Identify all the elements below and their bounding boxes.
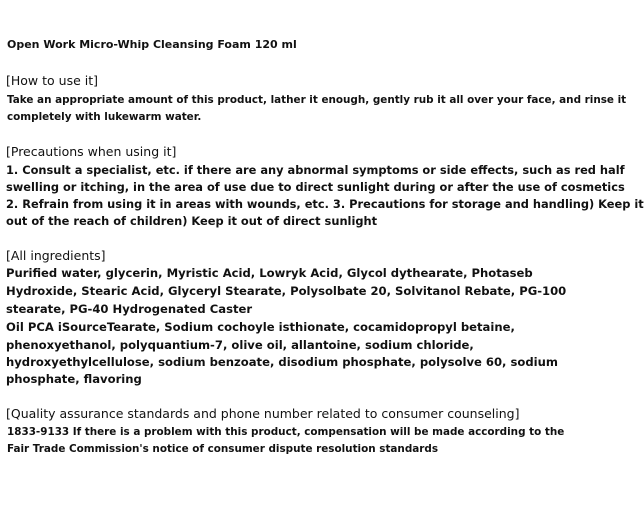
ingredients-line-3: stearate, PG-40 Hydrogenated Caster xyxy=(6,302,253,316)
how-to-use-heading: [How to use it] xyxy=(6,73,98,88)
quality-line-2: Fair Trade Commission's notice of consumer dispute resolution standards xyxy=(7,443,439,455)
precautions-line-3: 2. Refrain from using it in areas with wounds, etc. 3. Precautions for storage and handling) Keep it xyxy=(6,197,644,211)
ingredients-line-5: phenoxyethanol, polyquantium-7, olive oil, allantoine, sodium chloride, xyxy=(6,338,474,352)
quality-line-1: 1833-9133 If there is a problem with this product, compensation will be made according to the xyxy=(7,426,565,438)
how-to-use-line-2: completely with lukewarm water. xyxy=(7,111,202,123)
ingredients-line-7: phosphate, flavoring xyxy=(6,372,142,386)
ingredients-line-1: Purified water, glycerin, Myristic Acid, Lowryk Acid, Glycol dythearate, Photaseb xyxy=(6,266,533,280)
ingredients-line-6: hydroxyethylcellulose, sodium benzoate, disodium phosphate, polysolve 60, sodium xyxy=(6,355,558,369)
ingredients-line-2: Hydroxide, Stearic Acid, Glyceryl Stearate, Polysolbate 20, Solvitanol Rebate, PG-100 xyxy=(6,284,567,298)
precautions-line-1: 1. Consult a specialist, etc. if there are any abnormal symptoms or side effects, such as red half xyxy=(6,163,625,177)
how-to-use-line-1: Take an appropriate amount of this product, lather it enough, gently rub it all over your face, and rinse it xyxy=(7,94,627,106)
ingredients-line-4: Oil PCA iSourceTearate, Sodium cochoyle isthionate, cocamidopropyl betaine, xyxy=(6,320,515,334)
precautions-heading: [Precautions when using it] xyxy=(6,144,177,159)
product-title: Open Work Micro-Whip Cleansing Foam 120 ml xyxy=(7,38,297,51)
precautions-line-4: out of the reach of children) Keep it out of direct sunlight xyxy=(6,214,378,228)
precautions-line-2: swelling or itching, in the area of use due to direct sunlight during or after the use of cosmetics xyxy=(6,180,625,194)
quality-heading: [Quality assurance standards and phone number related to consumer counseling] xyxy=(6,406,520,421)
ingredients-heading: [All ingredients] xyxy=(6,248,106,263)
